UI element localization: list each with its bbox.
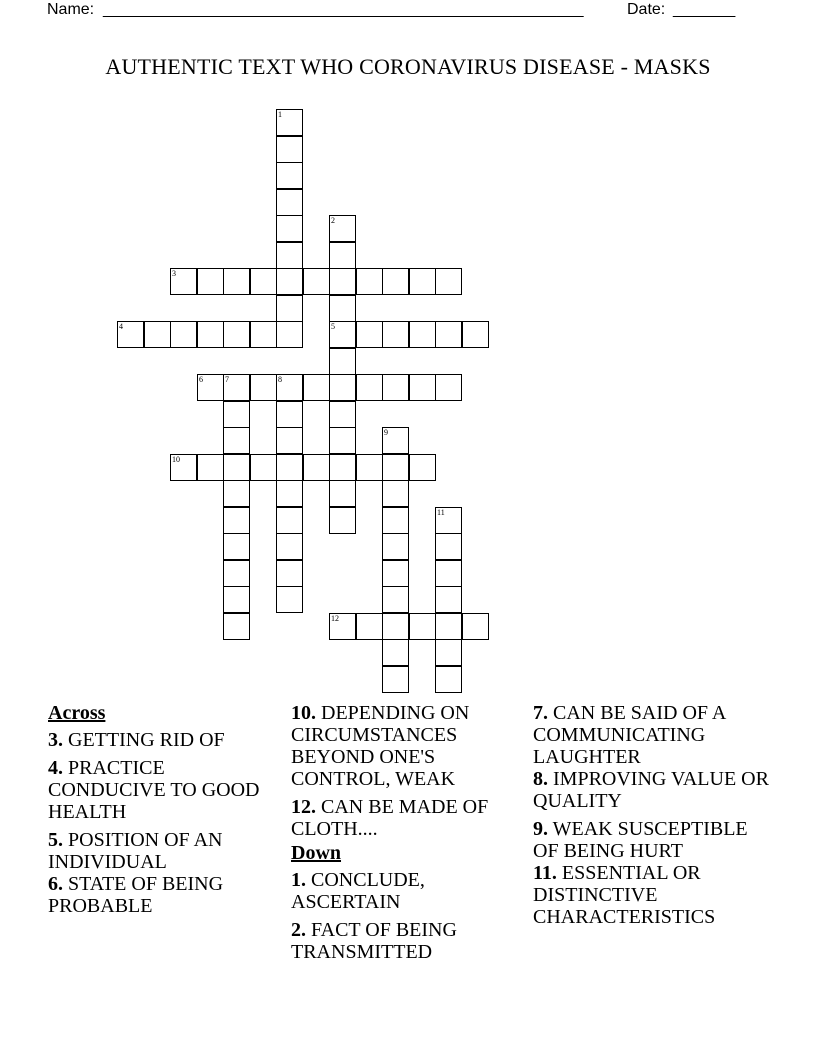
clue-down-1 bbox=[291, 869, 526, 913]
grid-cell[interactable] bbox=[223, 321, 250, 348]
grid-cell[interactable] bbox=[435, 268, 462, 295]
cell-number: 2 bbox=[331, 216, 335, 225]
clue-text: STATE OF BEING PROBABLE bbox=[48, 873, 224, 917]
grid-cell[interactable] bbox=[303, 454, 330, 481]
cell-number: 10 bbox=[172, 455, 180, 464]
grid-cell[interactable] bbox=[382, 374, 409, 401]
grid-cell[interactable] bbox=[276, 242, 303, 269]
grid-cell[interactable] bbox=[276, 136, 303, 163]
grid-cell[interactable] bbox=[409, 321, 436, 348]
clues-column-3 bbox=[533, 702, 773, 934]
grid-cell[interactable] bbox=[144, 321, 171, 348]
grid-cell[interactable] bbox=[435, 321, 462, 348]
grid-cell[interactable] bbox=[276, 560, 303, 587]
grid-cell[interactable] bbox=[303, 374, 330, 401]
grid-cell[interactable] bbox=[382, 613, 409, 640]
clue-number: 3. bbox=[48, 729, 63, 751]
grid-cell[interactable] bbox=[276, 189, 303, 216]
grid-cell[interactable] bbox=[435, 507, 462, 534]
grid-cell[interactable] bbox=[250, 268, 277, 295]
clue-text: ESSENTIAL OR DISTINCTIVE CHARACTERISTICS bbox=[533, 862, 716, 928]
grid-cell[interactable] bbox=[197, 321, 224, 348]
grid-cell[interactable] bbox=[382, 586, 409, 613]
grid-cell[interactable] bbox=[329, 613, 356, 640]
name-label: Name: bbox=[47, 1, 95, 18]
clue-across-12 bbox=[291, 796, 526, 840]
cell-number: 5 bbox=[331, 322, 335, 331]
grid-cell[interactable] bbox=[435, 533, 462, 560]
cell-number: 3 bbox=[172, 269, 176, 278]
grid-cell[interactable] bbox=[223, 533, 250, 560]
clues-column-1 bbox=[48, 702, 283, 923]
clue-across-4 bbox=[48, 757, 283, 823]
grid-cell[interactable] bbox=[382, 639, 409, 666]
grid-cell[interactable] bbox=[170, 321, 197, 348]
clue-text: CAN BE SAID OF A COMMUNICATING LAUGHTER bbox=[533, 702, 726, 768]
grid-cell[interactable] bbox=[382, 560, 409, 587]
grid-cell[interactable] bbox=[250, 321, 277, 348]
clue-text: POSITION OF AN INDIVIDUAL bbox=[48, 829, 223, 873]
clue-number: 12. bbox=[291, 796, 316, 818]
date-label: Date: bbox=[627, 1, 666, 18]
grid-cell[interactable] bbox=[409, 613, 436, 640]
grid-cell[interactable] bbox=[223, 454, 250, 481]
grid-cell[interactable] bbox=[435, 374, 462, 401]
clue-down-11 bbox=[533, 862, 773, 928]
grid-cell[interactable] bbox=[276, 162, 303, 189]
grid-cell[interactable] bbox=[435, 586, 462, 613]
grid-cell[interactable] bbox=[329, 401, 356, 428]
grid-cell[interactable] bbox=[356, 454, 383, 481]
grid-cell[interactable] bbox=[250, 374, 277, 401]
puzzle-title: AUTHENTIC TEXT WHO CORONAVIRUS DISEASE - MASKS bbox=[105, 54, 711, 79]
grid-cell[interactable] bbox=[276, 374, 303, 401]
clue-number: 1. bbox=[291, 869, 306, 891]
grid-cell[interactable] bbox=[276, 295, 303, 322]
cell-number: 6 bbox=[199, 375, 203, 384]
clue-text: CONCLUDE, ASCERTAIN bbox=[291, 869, 425, 913]
grid-cell[interactable] bbox=[276, 268, 303, 295]
clue-number: 9. bbox=[533, 818, 548, 840]
down-heading: Down bbox=[291, 842, 342, 864]
grid-cell[interactable] bbox=[435, 639, 462, 666]
grid-cell[interactable] bbox=[356, 268, 383, 295]
grid-cell[interactable] bbox=[382, 507, 409, 534]
grid-cell[interactable] bbox=[409, 268, 436, 295]
grid-cell[interactable] bbox=[276, 507, 303, 534]
grid-cell[interactable] bbox=[223, 401, 250, 428]
cell-number: 9 bbox=[384, 428, 388, 437]
grid-cell[interactable] bbox=[462, 613, 489, 640]
clue-number: 8. bbox=[533, 768, 548, 790]
grid-cell[interactable] bbox=[382, 480, 409, 507]
grid-cell[interactable] bbox=[329, 215, 356, 242]
clue-text: CAN BE MADE OF CLOTH.... bbox=[291, 796, 489, 840]
clue-text: GETTING RID OF bbox=[68, 729, 225, 751]
grid-cell[interactable] bbox=[276, 533, 303, 560]
grid-cell[interactable] bbox=[435, 666, 462, 693]
cell-number: 12 bbox=[331, 614, 339, 623]
grid-cell[interactable] bbox=[276, 401, 303, 428]
clue-number: 2. bbox=[291, 919, 306, 941]
grid-cell[interactable] bbox=[197, 268, 224, 295]
clue-text: FACT OF BEING TRANSMITTED bbox=[291, 919, 457, 963]
clues-column-2 bbox=[291, 702, 526, 969]
grid-cell[interactable] bbox=[382, 427, 409, 454]
grid-cell[interactable] bbox=[250, 454, 277, 481]
grid-cell[interactable] bbox=[223, 613, 250, 640]
clue-text: DEPENDING ON CIRCUMSTANCES BEYOND ONE'S CONTROL, WEAK bbox=[291, 702, 470, 790]
grid-cell[interactable] bbox=[170, 268, 197, 295]
grid-cell[interactable] bbox=[329, 268, 356, 295]
grid-cell[interactable] bbox=[382, 268, 409, 295]
name-blank-line[interactable]: ______________________________________________________ bbox=[103, 1, 584, 18]
clue-down-8 bbox=[533, 768, 773, 812]
grid-cell[interactable] bbox=[329, 374, 356, 401]
clue-across-3 bbox=[48, 729, 283, 751]
clue-text: IMPROVING VALUE OR QUALITY bbox=[533, 768, 769, 812]
grid-cell[interactable] bbox=[329, 427, 356, 454]
grid-cell[interactable] bbox=[117, 321, 144, 348]
grid-cell[interactable] bbox=[276, 109, 303, 136]
clue-number: 7. bbox=[533, 702, 548, 724]
grid-cell[interactable] bbox=[409, 374, 436, 401]
date-blank-line[interactable]: _______ bbox=[673, 1, 736, 18]
grid-cell[interactable] bbox=[356, 374, 383, 401]
grid-cell[interactable] bbox=[170, 454, 197, 481]
grid-cell[interactable] bbox=[435, 613, 462, 640]
grid-cell[interactable] bbox=[223, 560, 250, 587]
grid-cell[interactable] bbox=[223, 586, 250, 613]
cell-number: 1 bbox=[278, 110, 282, 119]
grid-cell[interactable] bbox=[356, 613, 383, 640]
clue-text: PRACTICE CONDUCIVE TO GOOD HEALTH bbox=[48, 757, 260, 823]
grid-cell[interactable] bbox=[382, 666, 409, 693]
clue-number: 5. bbox=[48, 829, 63, 851]
clue-number: 6. bbox=[48, 873, 63, 895]
clue-number: 10. bbox=[291, 702, 316, 724]
grid-cell[interactable] bbox=[276, 427, 303, 454]
grid-cell[interactable] bbox=[276, 215, 303, 242]
cell-number: 11 bbox=[437, 508, 445, 517]
clue-number: 4. bbox=[48, 757, 63, 779]
grid-cell[interactable] bbox=[329, 480, 356, 507]
grid-cell[interactable] bbox=[329, 348, 356, 375]
grid-cell[interactable] bbox=[382, 533, 409, 560]
grid-cell[interactable] bbox=[223, 480, 250, 507]
grid-cell[interactable] bbox=[276, 586, 303, 613]
grid-cell[interactable] bbox=[276, 454, 303, 481]
clue-number: 11. bbox=[533, 862, 557, 884]
clue-text: WEAK SUSCEPTIBLE OF BEING HURT bbox=[533, 818, 748, 862]
grid-cell[interactable] bbox=[409, 454, 436, 481]
grid-cell[interactable] bbox=[197, 454, 224, 481]
grid-cell[interactable] bbox=[276, 480, 303, 507]
grid-cell[interactable] bbox=[329, 454, 356, 481]
grid-cell[interactable] bbox=[197, 374, 224, 401]
clue-down-7 bbox=[533, 702, 773, 768]
cell-number: 8 bbox=[278, 375, 282, 384]
grid-cell[interactable] bbox=[303, 268, 330, 295]
grid-cell[interactable] bbox=[223, 507, 250, 534]
grid-cell[interactable] bbox=[382, 454, 409, 481]
grid-cell[interactable] bbox=[329, 507, 356, 534]
clue-down-2 bbox=[291, 919, 526, 963]
clue-across-5 bbox=[48, 829, 283, 873]
grid-cell[interactable] bbox=[329, 295, 356, 322]
grid-cell[interactable] bbox=[462, 321, 489, 348]
clue-across-6 bbox=[48, 873, 283, 917]
grid-cell[interactable] bbox=[223, 427, 250, 454]
grid-cell[interactable] bbox=[435, 560, 462, 587]
clue-across-10 bbox=[291, 702, 526, 790]
clue-down-9 bbox=[533, 818, 773, 862]
grid-cell[interactable] bbox=[356, 321, 383, 348]
across-heading: Across bbox=[48, 702, 106, 724]
grid-cell[interactable] bbox=[382, 321, 409, 348]
cell-number: 7 bbox=[225, 375, 229, 384]
cell-number: 4 bbox=[119, 322, 123, 331]
grid-cell[interactable] bbox=[223, 268, 250, 295]
grid-cell[interactable] bbox=[329, 321, 356, 348]
grid-cell[interactable] bbox=[329, 242, 356, 269]
grid-cell[interactable] bbox=[223, 374, 250, 401]
grid-cell[interactable] bbox=[276, 321, 303, 348]
